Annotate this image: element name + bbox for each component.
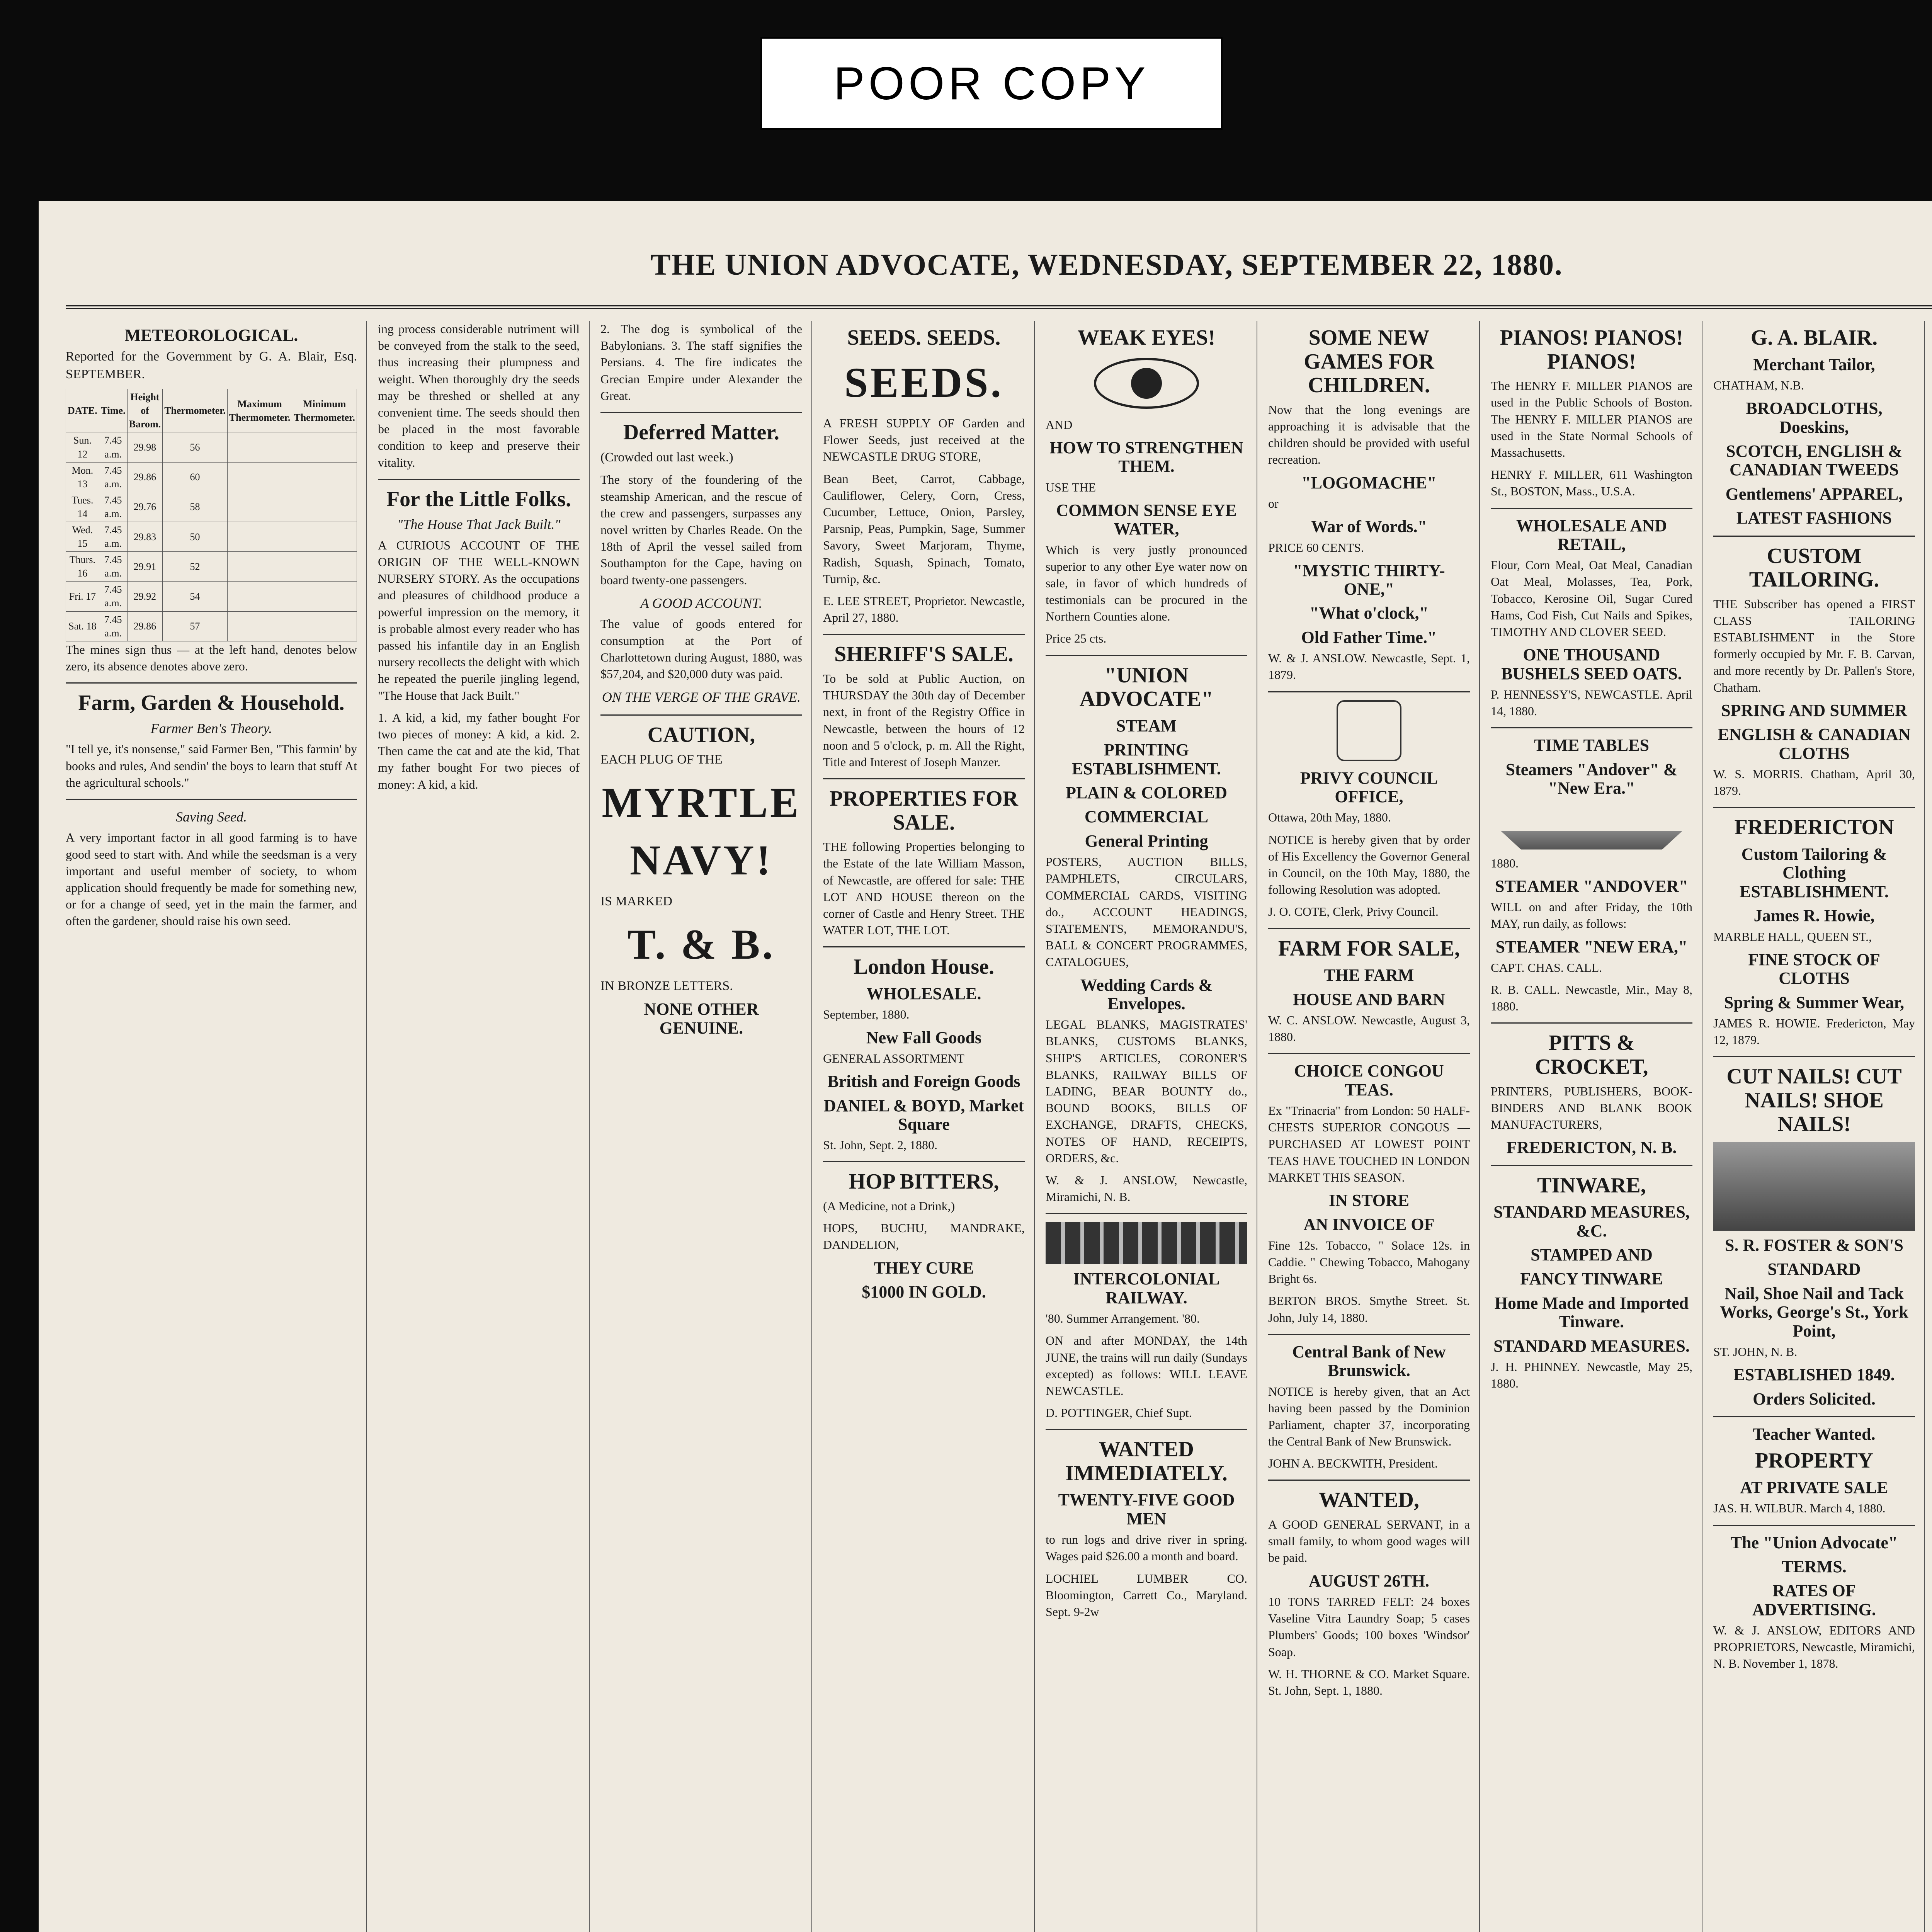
table-row: [66, 522, 357, 552]
masthead: [66, 224, 1932, 309]
table-cell: [227, 432, 292, 462]
blair-heading: G. A. BLAIR.: [1750, 326, 1878, 350]
poor-copy-stamp: [760, 37, 1223, 130]
wholesale-sign: P. HENNESSY'S, NEWCASTLE. April 14, 1880.: [1490, 687, 1692, 718]
properties-text: THE following Properties belonging to the Estate of the late William Masson, of Newcastle, are offered for sale: THE LOT AND HOUSE thereon on the corner of Castle and Henry Street. THE WATER LOT, THE LOT.: [823, 840, 1025, 937]
morris-sign: W. S. MORRIS. Chatham, April 30, 1879.: [1713, 767, 1915, 798]
table-cell: Fri. 17: [66, 582, 99, 611]
union-list: POSTERS, AUCTION BILLS, PAMPHLETS, CIRCULARS, COMMERCIAL CARDS, VISITING do., ACCOUNT HEADINGS, STATEMENTS, MEMORANDU'S, BALL & CONCERT PROGRAMMES, CATALOGUES,: [1045, 855, 1247, 969]
the-farm: THE FARM: [1324, 966, 1414, 985]
central-bank-heading: Central Bank of New Brunswick.: [1292, 1342, 1446, 1380]
divider: [1268, 1334, 1470, 1335]
farm-sign: W. C. ANSLOW. Newcastle, August 3, 1880.: [1268, 1013, 1470, 1044]
farm-heading: Farm, Garden & Household.: [78, 691, 345, 715]
good-account-title: A GOOD ACCOUNT.: [640, 595, 762, 611]
table-cell: [292, 552, 357, 582]
newspaper-page: [39, 201, 1932, 1932]
table-cell: [227, 611, 292, 641]
met-header: DATE.: [66, 389, 99, 432]
seeds-big: SEEDS.: [844, 359, 1003, 406]
weak-price: Price 25 cts.: [1045, 631, 1107, 646]
properties-heading: PROPERTIES FOR SALE.: [829, 787, 1018, 835]
farm-poem: "I tell ye, it's nonsense," said Farmer Ben, "This farmin' by books and rules, And sendin' the boys to learn that stuff At the agricultural schools.": [66, 742, 357, 789]
tobacco-sign: BERTON BROS. Smythe Street. St. John, July 14, 1880.: [1268, 1294, 1470, 1325]
union-general: General Printing: [1085, 831, 1208, 850]
gents-apparel: Gentlemens' APPAREL,: [1725, 484, 1903, 503]
standard-measures: STANDARD MEASURES, &C.: [1493, 1202, 1690, 1240]
custom-tailoring-heading: CUSTOM TAILORING.: [1749, 544, 1879, 592]
tb-mark: T. & B.: [627, 921, 776, 968]
table-cell: 7.45 a.m.: [99, 552, 127, 582]
st-john: ST. JOHN, N. B.: [1713, 1345, 1798, 1359]
factory-illustration-icon: [1713, 1142, 1915, 1231]
table-row: [66, 552, 357, 582]
weak-and: AND: [1045, 417, 1073, 432]
seeds-sign: E. LEE STREET, Proprietor. Newcastle, April 27, 1880.: [823, 594, 1025, 625]
divider: [1713, 1416, 1915, 1417]
what-oclock: "What o'clock,": [1309, 604, 1429, 623]
pianos-text: The HENRY F. MILLER PIANOS are used in the Public Schools of Boston. The HENRY F. MILLER PIANOS are used in the State Normal Schools of Massachusetts.: [1490, 379, 1692, 459]
divider: [600, 714, 802, 716]
weak-text: Which is very justly pronounced superior to any other Eye water now on sale, in favor of which hundreds of testimonials can be procured in the Northern Counties alone.: [1045, 543, 1247, 624]
steamer-year: 1880.: [1490, 856, 1519, 870]
table-cell: [292, 611, 357, 641]
london-sign: St. John, Sept. 2, 1880.: [823, 1138, 937, 1152]
train-icon: [1046, 1222, 1247, 1264]
an-invoice-of: AN INVOICE OF: [1303, 1215, 1435, 1234]
table-cell: [227, 522, 292, 552]
bank-text: NOTICE is hereby given, that an Act having been passed by the Dominion Parliament, chapter 37, incorporating the Central Bank of New Brunswick.: [1268, 1384, 1470, 1449]
latest-fashions: LATEST FASHIONS: [1736, 509, 1892, 528]
table-cell: [292, 462, 357, 492]
hop-contains: HOPS, BUCHU, MANDRAKE, DANDELION,: [823, 1221, 1025, 1252]
merchant-tailor: Merchant Tailor,: [1753, 355, 1875, 374]
privy-date: Ottawa, 20th May, 1880.: [1268, 810, 1391, 825]
seeds-top: SEEDS. SEEDS.: [847, 326, 1001, 350]
fancy-tinware: FANCY TINWARE: [1520, 1269, 1663, 1289]
seed-oats: ONE THOUSAND BUSHELS SEED OATS.: [1501, 645, 1682, 683]
farm-poem-title: Farmer Ben's Theory.: [150, 720, 272, 736]
orders-solicited: Orders Solicited.: [1753, 1389, 1876, 1408]
table-cell: 7.45 a.m.: [99, 522, 127, 552]
deferred-matter-heading: Deferred Matter.: [623, 420, 780, 444]
august-sign: W. H. THORNE & CO. Market Square. St. John, Sept. 1, 1880.: [1268, 1667, 1470, 1697]
bronze-text: IN BRONZE LETTERS.: [600, 978, 733, 993]
standard: STANDARD: [1767, 1260, 1861, 1279]
foster-sons: S. R. FOSTER & SON'S: [1725, 1236, 1904, 1255]
old-father-time: Old Father Time.": [1301, 628, 1437, 647]
james-howie: James R. Howie,: [1753, 906, 1875, 925]
house-jack-built-title: "The House That Jack Built.": [397, 517, 561, 532]
privy-text: NOTICE is hereby given that by order of His Excellency the Governor General in Council, on the 10th May, 1880, the following Resolution was adopted.: [1268, 832, 1470, 897]
table-cell: 7.45 a.m.: [99, 492, 127, 522]
table-cell: 29.98: [127, 432, 163, 462]
divider: [823, 634, 1025, 635]
eye-icon: [1094, 358, 1199, 409]
met-header-row: [66, 389, 357, 432]
intercolonial-sub: '80. Summer Arrangement. '80.: [1045, 1311, 1200, 1326]
table-cell: 56: [163, 432, 228, 462]
divider: [1713, 536, 1915, 537]
met-header: Maximum Thermometer.: [227, 389, 292, 432]
war-of-words: War of Words.": [1311, 517, 1427, 536]
masthead-title: THE UNION ADVOCATE, WEDNESDAY, SEPTEMBER 22, 1880.: [650, 248, 1563, 281]
seeds-list: Bean Beet, Carrot, Cabbage, Cauliflower, Celery, Corn, Cress, Cucumber, Lettuce, Onion, Parsley, Parsnip, Peas, Pumpkin, Sage, Summer Savory, Sweet Marjoram, Thyme, Radish, Squash, Spinach, Tomato, Turnip, &c.: [823, 471, 1025, 586]
house-jack-built-verse: 1. A kid, a kid, my father bought For two pieces of money: A kid, a kid. 2. Then came the cat and ate the kid, That my father bought For two pieces of money: A kid, a kid.: [378, 710, 580, 791]
custom-text: THE Subscriber has opened a FIRST CLASS TAILORING ESTABLISHMENT in the Store formerly occupied by Mr. F. B. Carvan, and more recently by Dr. Pallen's Store, Chatham.: [1713, 597, 1915, 694]
column-5: [1046, 321, 1257, 1932]
london-british: British and Foreign Goods: [827, 1072, 1020, 1091]
sheriff-sale-text: To be sold at Public Auction, on THURSDAY the 30th day of December next, in front of the Registry Office in Newcastle, between the hours of 12 noon and 5 o'clock, p. m. All the Right, Title and Interest of Joseph Manzer.: [823, 671, 1025, 769]
table-cell: 52: [163, 552, 228, 582]
table-cell: [292, 432, 357, 462]
rates-advertising: RATES OF ADVERTISING.: [1752, 1581, 1876, 1619]
divider: [1268, 928, 1470, 929]
congou-text: Ex "Trinacria" from London: 50 HALF-CHESTS SUPERIOR CONGOUS — PURCHASED AT LOWEST POINT TEAS HAVE TOUCHED IN LONDON MARKET THIS SEASON.: [1268, 1104, 1470, 1184]
twenty-five-men: TWENTY-FIVE GOOD MEN: [1058, 1490, 1235, 1528]
divider: [823, 946, 1025, 947]
met-header: Minimum Thermometer.: [292, 389, 357, 432]
table-cell: 29.91: [127, 552, 163, 582]
sheriff-sale-heading: SHERIFF'S SALE.: [834, 642, 1014, 667]
table-cell: Wed. 15: [66, 522, 99, 552]
myrtle-navy: MYRTLE NAVY!: [602, 779, 801, 884]
tweeds: SCOTCH, ENGLISH & CANADIAN TWEEDS: [1726, 441, 1902, 480]
symbol-list: 2. The dog is symbolical of the Babylonians. 3. The staff signifies the Persians. 4. The fire indicates the Grecian Empire under Alexander the Great.: [600, 322, 802, 403]
stamp-text: POOR COPY: [833, 58, 1150, 109]
union-plain: PLAIN & COLORED: [1065, 783, 1227, 803]
divider: [823, 778, 1025, 779]
column-8: [1713, 321, 1925, 1932]
table-cell: [292, 492, 357, 522]
stamped-and: STAMPED AND: [1531, 1245, 1653, 1264]
column-1: [66, 321, 367, 1932]
table-cell: 57: [163, 611, 228, 641]
london-general: GENERAL ASSORTMENT: [823, 1051, 964, 1065]
london-date: September, 1880.: [823, 1007, 910, 1022]
divider: [1491, 508, 1692, 509]
wholesale-retail-heading: WHOLESALE AND RETAIL,: [1516, 516, 1667, 554]
meteorological-table: [66, 389, 357, 641]
divider: [1268, 691, 1470, 692]
column-6: [1268, 321, 1480, 1932]
table-cell: Tues. 14: [66, 492, 99, 522]
table-cell: 29.83: [127, 522, 163, 552]
steamer-andover: STEAMER "ANDOVER": [1495, 876, 1688, 896]
table-cell: 29.86: [127, 611, 163, 641]
howie-sign: JAMES R. HOWIE. Fredericton, May 12, 1879.: [1713, 1016, 1915, 1047]
table-row: [66, 432, 357, 462]
teacher-wanted: Teacher Wanted.: [1753, 1424, 1876, 1444]
deferred-matter-sub: (Crowded out last week.): [600, 450, 733, 464]
divider: [1713, 1056, 1915, 1057]
table-cell: 7.45 a.m.: [99, 432, 127, 462]
little-folks-heading: For the Little Folks.: [386, 487, 571, 511]
meteorological-subtitle: Reported for the Government by G. A. Blair, Esq. SEPTEMBER.: [66, 349, 357, 382]
table-cell: 7.45 a.m.: [99, 611, 127, 641]
table-cell: [227, 462, 292, 492]
divider: [1713, 1525, 1915, 1526]
union-sign: W. & J. ANSLOW, Newcastle, Miramichi, N. B.: [1045, 1173, 1247, 1204]
std-measures-2: STANDARD MEASURES.: [1493, 1336, 1690, 1355]
anslow-sign: W. & J. ANSLOW, EDITORS AND PROPRIETORS, Newcastle, Miramichi, N. B. November 1, 1878.: [1713, 1623, 1915, 1671]
intercolonial-heading: INTERCOLONIAL RAILWAY.: [1073, 1269, 1220, 1307]
table-row: [66, 611, 357, 641]
table-row: [66, 462, 357, 492]
privy-council-heading: PRIVY COUNCIL OFFICE,: [1300, 768, 1438, 806]
seed-continued: ing process considerable nutriment will be conveyed from the stalk to the seed, thus increasing their plumpness and weight. When thoroughly dry the seeds may be threshed or shelled at any convenient time. The seeds should then be placed in the most favorable condition to keep and preserve their vitality.: [378, 322, 580, 469]
fredericton-sub: Custom Tailoring & Clothing ESTABLISHMENT.: [1740, 844, 1889, 901]
property-sign: JAS. H. WILBUR. March 4, 1880.: [1713, 1501, 1886, 1515]
column-7: [1491, 321, 1702, 1932]
saving-seed-text: A very important factor in all good farming is to have good seed to start with. And while the seedsman is a very important and useful member of society, to whom application should frequently be made for something new, or for a change of seed, yet in the main the farmer, and often the gardener, should raise his own seed.: [66, 830, 357, 928]
steamer-icon: [1491, 803, 1692, 850]
table-cell: 29.76: [127, 492, 163, 522]
established-1849: ESTABLISHED 1849.: [1733, 1365, 1895, 1384]
farm-for-sale-heading: FARM FOR SALE,: [1278, 936, 1460, 961]
wanted-sign: LOCHIEL LUMBER CO. Bloomington, Carrett Co., Maryland. Sept. 9-2w: [1045, 1571, 1247, 1619]
union-steam: STEAM: [1116, 716, 1177, 735]
cut-nails-heading: CUT NAILS! CUT NAILS! SHOE NAILS!: [1726, 1065, 1902, 1136]
spring-summer: SPRING AND SUMMER: [1721, 701, 1907, 720]
weak-use: USE THE: [1045, 480, 1096, 494]
wanted-servant-text: A GOOD GENERAL SERVANT, in a small family, to whom good wages will be paid.: [1268, 1517, 1470, 1565]
table-cell: Thurs. 16: [66, 552, 99, 582]
table-row: [66, 492, 357, 522]
hop-cure: THEY CURE: [874, 1258, 974, 1277]
royal-crest-icon: [1337, 700, 1401, 761]
deferred-matter-text: The story of the foundering of the steamship American, and the rescue of the crew and passengers, surpasses any novel written by Charles Reade. On the 18th of April the vessel sailed from Southampton for the Cape, having on board twenty-one passengers.: [600, 473, 802, 587]
verge-grave-title: ON THE VERGE OF THE GRAVE.: [602, 689, 801, 705]
table-cell: 60: [163, 462, 228, 492]
logomache: "LOGOMACHE": [1301, 473, 1437, 492]
games-sign: W. & J. ANSLOW. Newcastle, Sept. 1, 1879.: [1268, 651, 1470, 682]
table-cell: [227, 582, 292, 611]
met-header: Time.: [99, 389, 127, 432]
tinware-heading: TINWARE,: [1537, 1173, 1646, 1197]
tobacco-list: Fine 12s. Tobacco, " Solace 12s. in Caddie. " Chewing Tobacco, Mahogany Bright 6s.: [1268, 1238, 1470, 1286]
union-advocate-heading: "UNION ADVOCATE": [1079, 663, 1214, 711]
divider: [1268, 1053, 1470, 1054]
divider: [1491, 727, 1692, 728]
divider: [1046, 1429, 1247, 1430]
divider: [1491, 1165, 1692, 1166]
in-store: IN STORE: [1328, 1191, 1410, 1210]
column-2: [378, 321, 590, 1932]
spring-summer-wear: Spring & Summer Wear,: [1724, 993, 1905, 1012]
english-canadian-cloths: ENGLISH & CANADIAN CLOTHS: [1718, 725, 1911, 763]
wholesale-text: Flour, Corn Meal, Oat Meal, Canadian Oat Meal, Molasses, Tea, Pork, Tobacco, Kerosine Oil, Sugar Cured Hams, Cod Fish, Cut Nails and Spikes, TIMOTHY AND CLOVER SEED.: [1490, 558, 1692, 639]
pitts-sub: PRINTERS, PUBLISHERS, BOOK-BINDERS AND BLANK BOOK MANUFACTURERS,: [1490, 1084, 1692, 1132]
hop-sub: (A Medicine, not a Drink,): [823, 1199, 955, 1213]
wanted-heading: WANTED,: [1319, 1488, 1419, 1512]
fine-stock-cloths: FINE STOCK OF CLOTHS: [1748, 950, 1880, 988]
logo-price: PRICE 60 CENTS.: [1268, 540, 1364, 554]
none-genuine: NONE OTHER GENUINE.: [644, 1000, 759, 1037]
divider: [823, 1161, 1025, 1162]
table-cell: 29.92: [127, 582, 163, 611]
new-era-sign: R. B. CALL. Newcastle, Mir., May 8, 1880.: [1490, 983, 1692, 1014]
met-header: Thermometer.: [163, 389, 228, 432]
table-cell: 7.45 a.m.: [99, 462, 127, 492]
seeds-sub: A FRESH SUPPLY OF Garden and Flower Seeds, just received at the NEWCASTLE DRUG STORE,: [823, 416, 1025, 464]
table-cell: Sat. 18: [66, 611, 99, 641]
table-cell: 7.45 a.m.: [99, 582, 127, 611]
london-house-heading: London House.: [853, 955, 995, 979]
new-era-captain: CAPT. CHAS. CALL.: [1490, 960, 1602, 975]
august-text: 10 TONS TARRED FELT: 24 boxes Vaseline Vitra Laundry Soap; 5 cases Plumbers' Goods; 100 boxes 'Windsor' Soap.: [1268, 1594, 1470, 1659]
pitts-crocket-heading: PITTS & CROCKET,: [1535, 1031, 1648, 1079]
tinware-sign: J. H. PHINNEY. Newcastle, May 25, 1880.: [1490, 1359, 1692, 1391]
home-made-tinware: Home Made and Imported Tinware.: [1494, 1293, 1689, 1332]
marked-text: IS MARKED: [600, 894, 673, 909]
column-4: [823, 321, 1035, 1932]
logo-or: or: [1268, 496, 1279, 510]
caution-sub: EACH PLUG OF THE: [600, 752, 723, 767]
union-advocate-terms-heading: The "Union Advocate": [1730, 1533, 1898, 1552]
table-cell: Mon. 13: [66, 462, 99, 492]
andover-text: WILL on and after Friday, the 10th MAY, run daily, as follows:: [1490, 900, 1692, 931]
property-heading: PROPERTY: [1755, 1449, 1873, 1473]
table-cell: 50: [163, 522, 228, 552]
privy-sign: J. O. COTE, Clerk, Privy Council.: [1268, 905, 1439, 919]
congou-teas-heading: CHOICE CONGOU TEAS.: [1294, 1061, 1444, 1099]
divider: [1491, 1022, 1692, 1024]
bank-sign: JOHN A. BECKWITH, President.: [1268, 1456, 1438, 1471]
divider: [66, 799, 357, 800]
divider: [66, 682, 357, 684]
chatham: CHATHAM, N.B.: [1713, 378, 1804, 392]
steamers-heading: Steamers "Andover" & "New Era.": [1505, 760, 1678, 798]
met-note: The mines sign thus — at the left hand, denotes below zero, its absence denotes above zero.: [66, 642, 357, 673]
saving-seed-title: Saving Seed.: [176, 809, 247, 825]
house-and-barn: HOUSE AND BARN: [1293, 990, 1445, 1009]
divider: [1046, 655, 1247, 656]
table-cell: 29.86: [127, 462, 163, 492]
london-daniel: DANIEL & BOYD, Market Square: [823, 1096, 1024, 1134]
table-cell: [292, 582, 357, 611]
divider: [378, 479, 580, 480]
table-cell: [227, 492, 292, 522]
wanted-text: to run logs and drive river in spring. Wages paid $26.00 a month and board.: [1045, 1532, 1247, 1563]
marble-hall: MARBLE HALL, QUEEN ST.,: [1713, 929, 1872, 944]
table-cell: 54: [163, 582, 228, 611]
met-header: Height of Barom.: [127, 389, 163, 432]
time-tables-heading: TIME TABLES: [1534, 736, 1649, 755]
new-games-heading: SOME NEW GAMES FOR CHILDREN.: [1304, 326, 1434, 398]
table-cell: Sun. 12: [66, 432, 99, 462]
divider: [1268, 1480, 1470, 1481]
house-jack-built-text: A CURIOUS ACCOUNT OF THE ORIGIN OF THE WELL-KNOWN NURSERY STORY. As the occupations and pleasures of childhood produce a powerful impression on the memory, it is probable almost every reader who has passed his infantile day in an English nursery recollects the delight with which he repeated the puerile jingling legend, "The House that Jack Built.": [378, 538, 580, 702]
mystic-thirty-one: "MYSTIC THIRTY-ONE,": [1293, 561, 1445, 599]
divider: [1046, 1213, 1247, 1214]
divider: [1713, 807, 1915, 808]
terms: TERMS.: [1782, 1557, 1847, 1576]
hop-reward: $1000 IN GOLD.: [862, 1282, 986, 1302]
good-account-text: The value of goods entered for consumption at the Port of Charlottetown during August, 1880, was $57,204, and $20,000 duty was paid.: [600, 617, 802, 681]
union-printing: PRINTING ESTABLISHMENT.: [1072, 740, 1221, 778]
london-wholesale: WHOLESALE.: [866, 984, 981, 1003]
union-commercial: COMMERCIAL: [1084, 807, 1209, 827]
weak-how: HOW TO STRENGTHEN THEM.: [1049, 438, 1243, 476]
column-3: [600, 321, 812, 1932]
meteorological-heading: METEOROLOGICAL.: [124, 326, 298, 345]
divider: [600, 412, 802, 413]
broadcloths: BROADCLOTHS, Doeskins,: [1746, 399, 1883, 437]
wanted-immediately-heading: WANTED IMMEDIATELY.: [1065, 1437, 1228, 1485]
fredericton-heading: FREDERICTON: [1734, 815, 1894, 840]
games-text: Now that the long evenings are approaching it is advisable that the children should be provided with useful recreation.: [1268, 402, 1470, 467]
common-sense-eye-water: COMMON SENSE EYE WATER,: [1056, 500, 1237, 539]
columns: [66, 321, 1932, 1932]
fredericton: FREDERICTON, N. B.: [1506, 1138, 1677, 1157]
table-cell: [292, 522, 357, 552]
intercolonial-sign: D. POTTINGER, Chief Supt.: [1045, 1406, 1192, 1420]
steamer-new-era: STEAMER "NEW ERA,": [1495, 937, 1688, 956]
private-sale: AT PRIVATE SALE: [1740, 1478, 1888, 1497]
union-wedding: Wedding Cards & Envelopes.: [1080, 975, 1213, 1013]
caution-heading: CAUTION,: [647, 723, 755, 747]
nail-works: Nail, Shoe Nail and Tack Works, George's St., York Point,: [1720, 1284, 1908, 1340]
london-new-goods: New Fall Goods: [866, 1028, 982, 1047]
table-row: [66, 582, 357, 611]
pianos-sign: HENRY F. MILLER, 611 Washington St., BOSTON, Mass., U.S.A.: [1490, 468, 1692, 498]
pianos-heading: PIANOS! PIANOS! PIANOS!: [1500, 326, 1684, 374]
table-cell: [227, 552, 292, 582]
intercolonial-text: ON and after MONDAY, the 14th JUNE, the trains will run daily (Sundays excepted) as follows: WILL LEAVE NEWCASTLE.: [1045, 1333, 1247, 1398]
table-cell: 58: [163, 492, 228, 522]
hop-bitters-heading: HOP BITTERS,: [849, 1170, 999, 1194]
august-26th-heading: AUGUST 26TH.: [1308, 1571, 1430, 1590]
weak-eyes-heading: WEAK EYES!: [1077, 326, 1216, 350]
union-list-2: LEGAL BLANKS, MAGISTRATES' BLANKS, CUSTOMS BLANKS, SHIP'S ARTICLES, CORONER'S BLANKS, RAILWAY BILLS OF LADING, BEAR BOUNTY do., BOUND BOOKS, BILLS OF EXCHANGE, DRAFTS, CHECKS, NOTES OF HAND, RECEIPTS, ORDERS, &c.: [1045, 1017, 1247, 1165]
